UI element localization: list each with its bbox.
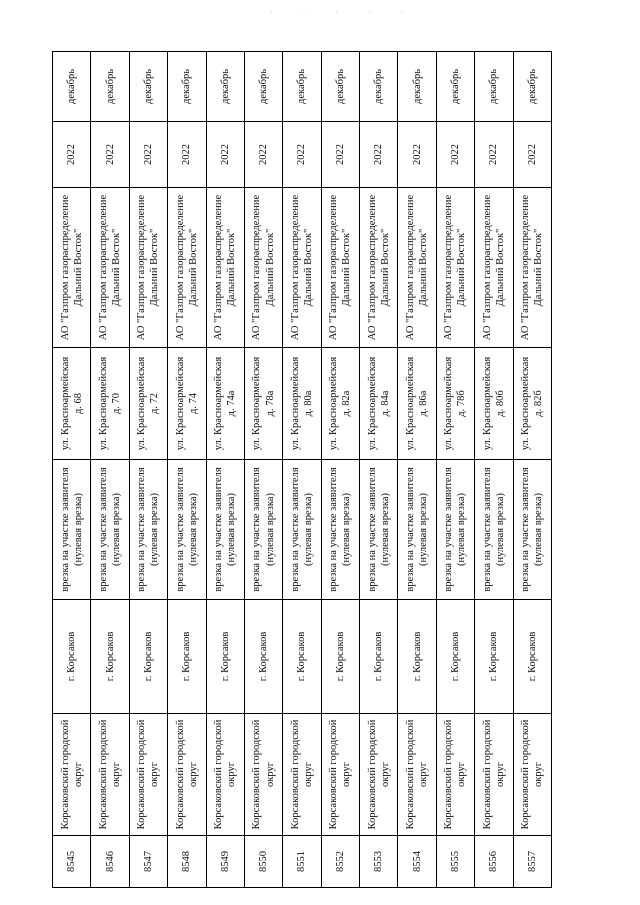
row-number: 8549: [206, 836, 244, 888]
address-cell: ул. Красноармейская д. 72: [129, 348, 167, 460]
row-number: 8556: [475, 836, 513, 888]
gas-connection-table: [52, 51, 552, 888]
month-cell: декабрь: [129, 52, 167, 122]
district-cell: Корсаковский городской округ: [168, 714, 206, 836]
city-cell: г. Корсаков: [244, 600, 282, 714]
district-cell: Корсаковский городской округ: [129, 714, 167, 836]
table-row: [206, 52, 244, 888]
address-cell: ул. Красноармейская д. 78а: [244, 348, 282, 460]
year-cell: 2022: [475, 122, 513, 188]
table-row: [53, 52, 91, 888]
row-number: 8550: [244, 836, 282, 888]
table-row: [513, 52, 552, 888]
table-body: [53, 52, 552, 888]
connection-type-cell: врезка на участке заявителя (нулевая врезка): [513, 460, 552, 600]
district-cell: Корсаковский городской округ: [398, 714, 436, 836]
table-row: [244, 52, 282, 888]
row-number: 8546: [91, 836, 129, 888]
table-row: [321, 52, 359, 888]
scan-artifacts: · · · · ·: [270, 8, 418, 17]
connection-type-cell: врезка на участке заявителя (нулевая врезка): [244, 460, 282, 600]
connection-type-cell: врезка на участке заявителя (нулевая врезка): [475, 460, 513, 600]
organization-cell: АО "Газпром газораспределение Дальний Восток": [168, 188, 206, 348]
district-cell: Корсаковский городской округ: [53, 714, 91, 836]
address-cell: ул. Красноармейская д. 70: [91, 348, 129, 460]
connection-type-cell: врезка на участке заявителя (нулевая врезка): [360, 460, 398, 600]
table-row: [475, 52, 513, 888]
district-cell: Корсаковский городской округ: [360, 714, 398, 836]
year-cell: 2022: [321, 122, 359, 188]
month-cell: декабрь: [475, 52, 513, 122]
connection-type-cell: врезка на участке заявителя (нулевая врезка): [53, 460, 91, 600]
row-number: 8551: [283, 836, 321, 888]
connection-type-cell: врезка на участке заявителя (нулевая врезка): [168, 460, 206, 600]
district-cell: Корсаковский городской округ: [436, 714, 474, 836]
district-cell: Корсаковский городской округ: [91, 714, 129, 836]
connection-type-cell: врезка на участке заявителя (нулевая врезка): [436, 460, 474, 600]
city-cell: г. Корсаков: [513, 600, 552, 714]
row-number: 8548: [168, 836, 206, 888]
district-cell: Корсаковский городской округ: [206, 714, 244, 836]
year-cell: 2022: [398, 122, 436, 188]
city-cell: г. Корсаков: [206, 600, 244, 714]
district-cell: Корсаковский городской округ: [283, 714, 321, 836]
city-cell: г. Корсаков: [436, 600, 474, 714]
district-cell: Корсаковский городской округ: [475, 714, 513, 836]
connection-type-cell: врезка на участке заявителя (нулевая врезка): [129, 460, 167, 600]
year-cell: 2022: [283, 122, 321, 188]
month-cell: декабрь: [360, 52, 398, 122]
month-cell: декабрь: [244, 52, 282, 122]
city-cell: г. Корсаков: [168, 600, 206, 714]
organization-cell: АО "Газпром газораспределение Дальний Восток": [436, 188, 474, 348]
month-cell: декабрь: [513, 52, 552, 122]
row-number: 8557: [513, 836, 552, 888]
city-cell: г. Корсаков: [129, 600, 167, 714]
district-cell: Корсаковский городской округ: [513, 714, 552, 836]
organization-cell: АО "Газпром газораспределение Дальний Восток": [321, 188, 359, 348]
city-cell: г. Корсаков: [475, 600, 513, 714]
connection-type-cell: врезка на участке заявителя (нулевая врезка): [283, 460, 321, 600]
address-cell: ул. Красноармейская д. 82б: [513, 348, 552, 460]
address-cell: ул. Красноармейская д. 74а: [206, 348, 244, 460]
row-number: 8555: [436, 836, 474, 888]
organization-cell: АО "Газпром газораспределение Дальний Восток": [513, 188, 552, 348]
connection-type-cell: врезка на участке заявителя (нулевая врезка): [398, 460, 436, 600]
table-row: [168, 52, 206, 888]
year-cell: 2022: [206, 122, 244, 188]
organization-cell: АО "Газпром газораспределение Дальний Восток": [53, 188, 91, 348]
year-cell: 2022: [513, 122, 552, 188]
row-number: 8553: [360, 836, 398, 888]
year-cell: 2022: [129, 122, 167, 188]
organization-cell: АО "Газпром газораспределение Дальний Восток": [475, 188, 513, 348]
city-cell: г. Корсаков: [398, 600, 436, 714]
city-cell: г. Корсаков: [283, 600, 321, 714]
address-cell: ул. Красноармейская д. 68: [53, 348, 91, 460]
address-cell: ул. Красноармейская д. 74: [168, 348, 206, 460]
address-cell: ул. Красноармейская д. 86а: [398, 348, 436, 460]
table-row: [398, 52, 436, 888]
organization-cell: АО "Газпром газораспределение Дальний Восток": [283, 188, 321, 348]
table-row: [360, 52, 398, 888]
organization-cell: АО "Газпром газораспределение Дальний Восток": [398, 188, 436, 348]
table-row: [436, 52, 474, 888]
rotated-page: [52, 52, 552, 888]
district-cell: Корсаковский городской округ: [244, 714, 282, 836]
connection-type-cell: врезка на участке заявителя (нулевая врезка): [321, 460, 359, 600]
year-cell: 2022: [91, 122, 129, 188]
organization-cell: АО "Газпром газораспределение Дальний Восток": [206, 188, 244, 348]
month-cell: декабрь: [91, 52, 129, 122]
year-cell: 2022: [436, 122, 474, 188]
district-cell: Корсаковский городской округ: [321, 714, 359, 836]
year-cell: 2022: [53, 122, 91, 188]
month-cell: декабрь: [321, 52, 359, 122]
address-cell: ул. Красноармейская д. 82а: [321, 348, 359, 460]
month-cell: декабрь: [206, 52, 244, 122]
city-cell: г. Корсаков: [360, 600, 398, 714]
table-row: [283, 52, 321, 888]
row-number: 8554: [398, 836, 436, 888]
organization-cell: АО "Газпром газораспределение Дальний Восток": [91, 188, 129, 348]
month-cell: декабрь: [398, 52, 436, 122]
row-number: 8552: [321, 836, 359, 888]
address-cell: ул. Красноармейская д. 80а: [283, 348, 321, 460]
organization-cell: АО "Газпром газораспределение Дальний Восток": [360, 188, 398, 348]
organization-cell: АО "Газпром газораспределение Дальний Восток": [129, 188, 167, 348]
month-cell: декабрь: [168, 52, 206, 122]
row-number: 8545: [53, 836, 91, 888]
city-cell: г. Корсаков: [321, 600, 359, 714]
city-cell: г. Корсаков: [91, 600, 129, 714]
address-cell: ул. Красноармейская д. 84а: [360, 348, 398, 460]
connection-type-cell: врезка на участке заявителя (нулевая врезка): [206, 460, 244, 600]
organization-cell: АО "Газпром газораспределение Дальний Восток": [244, 188, 282, 348]
month-cell: декабрь: [53, 52, 91, 122]
table-row: [129, 52, 167, 888]
table-row: [91, 52, 129, 888]
month-cell: декабрь: [283, 52, 321, 122]
row-number: 8547: [129, 836, 167, 888]
year-cell: 2022: [168, 122, 206, 188]
address-cell: ул. Красноармейская д. 80б: [475, 348, 513, 460]
city-cell: г. Корсаков: [53, 600, 91, 714]
year-cell: 2022: [360, 122, 398, 188]
address-cell: ул. Красноармейская д. 78б: [436, 348, 474, 460]
connection-type-cell: врезка на участке заявителя (нулевая врезка): [91, 460, 129, 600]
year-cell: 2022: [244, 122, 282, 188]
month-cell: декабрь: [436, 52, 474, 122]
